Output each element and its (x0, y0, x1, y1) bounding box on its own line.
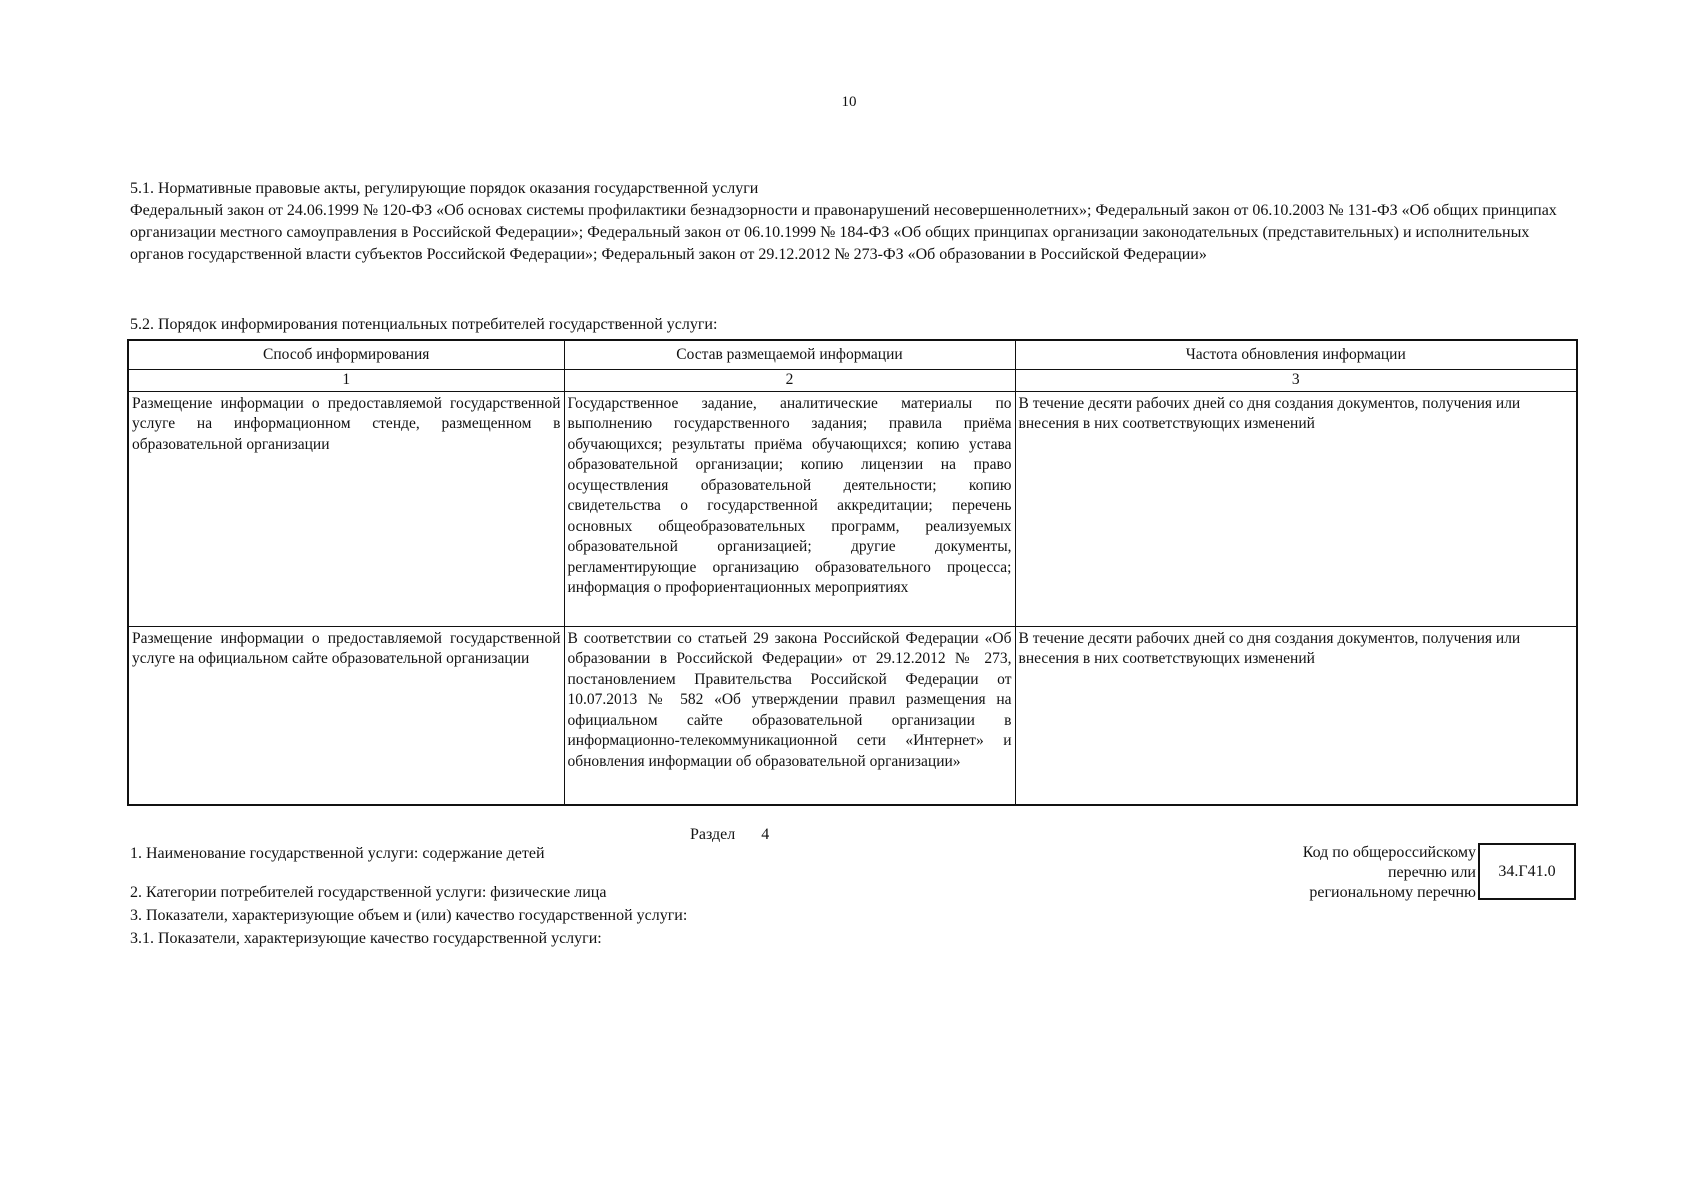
information-table (127, 339, 1578, 806)
indicators-heading: 3. Показатели, характеризующие объем и (или) качество государственной услуги: (130, 907, 688, 924)
section-heading (690, 826, 769, 844)
table-row (128, 626, 1577, 805)
registry-code-box (1478, 843, 1576, 900)
header-frequency: Частота обновления информации (1015, 340, 1577, 370)
section-label: Раздел (690, 826, 736, 843)
section-number: 4 (761, 826, 770, 843)
quality-indicators-heading: 3.1. Показатели, характеризующие качество государственной услуги: (130, 930, 602, 947)
column-number: 1 (128, 370, 564, 392)
section-5-2-title: 5.2. Порядок информирования потенциальных потребителей государственной услуги: (130, 316, 718, 333)
page-number: 10 (841, 94, 857, 110)
registry-code-label (1303, 843, 1476, 903)
cell-content: В соответствии со статьей 29 закона Российской Федерации «Об образовании в Российской Федерации» от 29.12.2012 № 273, постановлением Правительства Российской Федерации от 10.07.2013 № 582 «Об утверждении правил размещения на официальном сайте образовательной организации в информационно-телекоммуникационной сети «Интернет» и обновления информации об образовательной организации» (564, 626, 1015, 805)
table-row (128, 391, 1577, 626)
consumer-categories: 2. Категории потребителей государственной услуги: физические лица (130, 884, 607, 901)
code-label-line: перечню или (1387, 864, 1476, 881)
cell-frequency: В течение десяти рабочих дней со дня создания документов, получения или внесения в них соответствующих изменений (1015, 391, 1577, 626)
cell-content: Государственное задание, аналитические материалы по выполнению государственного задания; правила приёма обучающихся; результаты приёма обучающихся; копию устава образовательной организации; копию лицензии на право осуществления образовательной деятельности; копию свидетельства о государственной аккредитации; перечень основных общеобразовательных программ, реализуемых образовательной организацией; другие документы, регламентирующие организацию образовательного процесса; информация о профориентационных мероприятиях (564, 391, 1015, 626)
section-5-1 (130, 178, 1570, 266)
code-label-line: региональному перечню (1309, 884, 1476, 901)
service-name: 1. Наименование государственной услуги: содержание детей (130, 845, 545, 862)
cell-frequency: В течение десяти рабочих дней со дня создания документов, получения или внесения в них соответствующих изменений (1015, 626, 1577, 805)
column-number: 2 (564, 370, 1015, 392)
header-method: Способ информирования (128, 340, 564, 370)
code-label-line: Код по общероссийскому (1302, 844, 1476, 861)
cell-method: Размещение информации о предоставляемой государственной услуге на официальном сайте образовательной организации (128, 626, 564, 805)
section-5-1-title: 5.1. Нормативные правовые акты, регулирующие порядок оказания государственной услуги (130, 180, 759, 197)
cell-method: Размещение информации о предоставляемой государственной услуге на информационном стенде, размещенном в образовательной организации (128, 391, 564, 626)
registry-code-value: 34.Г41.0 (1498, 862, 1556, 880)
section-5-1-acts: Федеральный закон от 24.06.1999 № 120-ФЗ «Об основах системы профилактики безнадзорности и правонарушений несовершеннолетних»; Федеральный закон от 06.10.2003 № 131-ФЗ «Об общих принципах организации местного самоуправления в Российской Федерации»; Федеральный закон от 06.10.1999 № 184-ФЗ «Об общих принципах организации законодательных (представительных) и исполнительных органов государственной власти субъектов Российской Федерации»; Федеральный закон от 29.12.2012 № 273-ФЗ «Об образовании в Российской Федерации» (130, 202, 1557, 263)
header-content: Состав размещаемой информации (564, 340, 1015, 370)
column-number: 3 (1015, 370, 1577, 392)
